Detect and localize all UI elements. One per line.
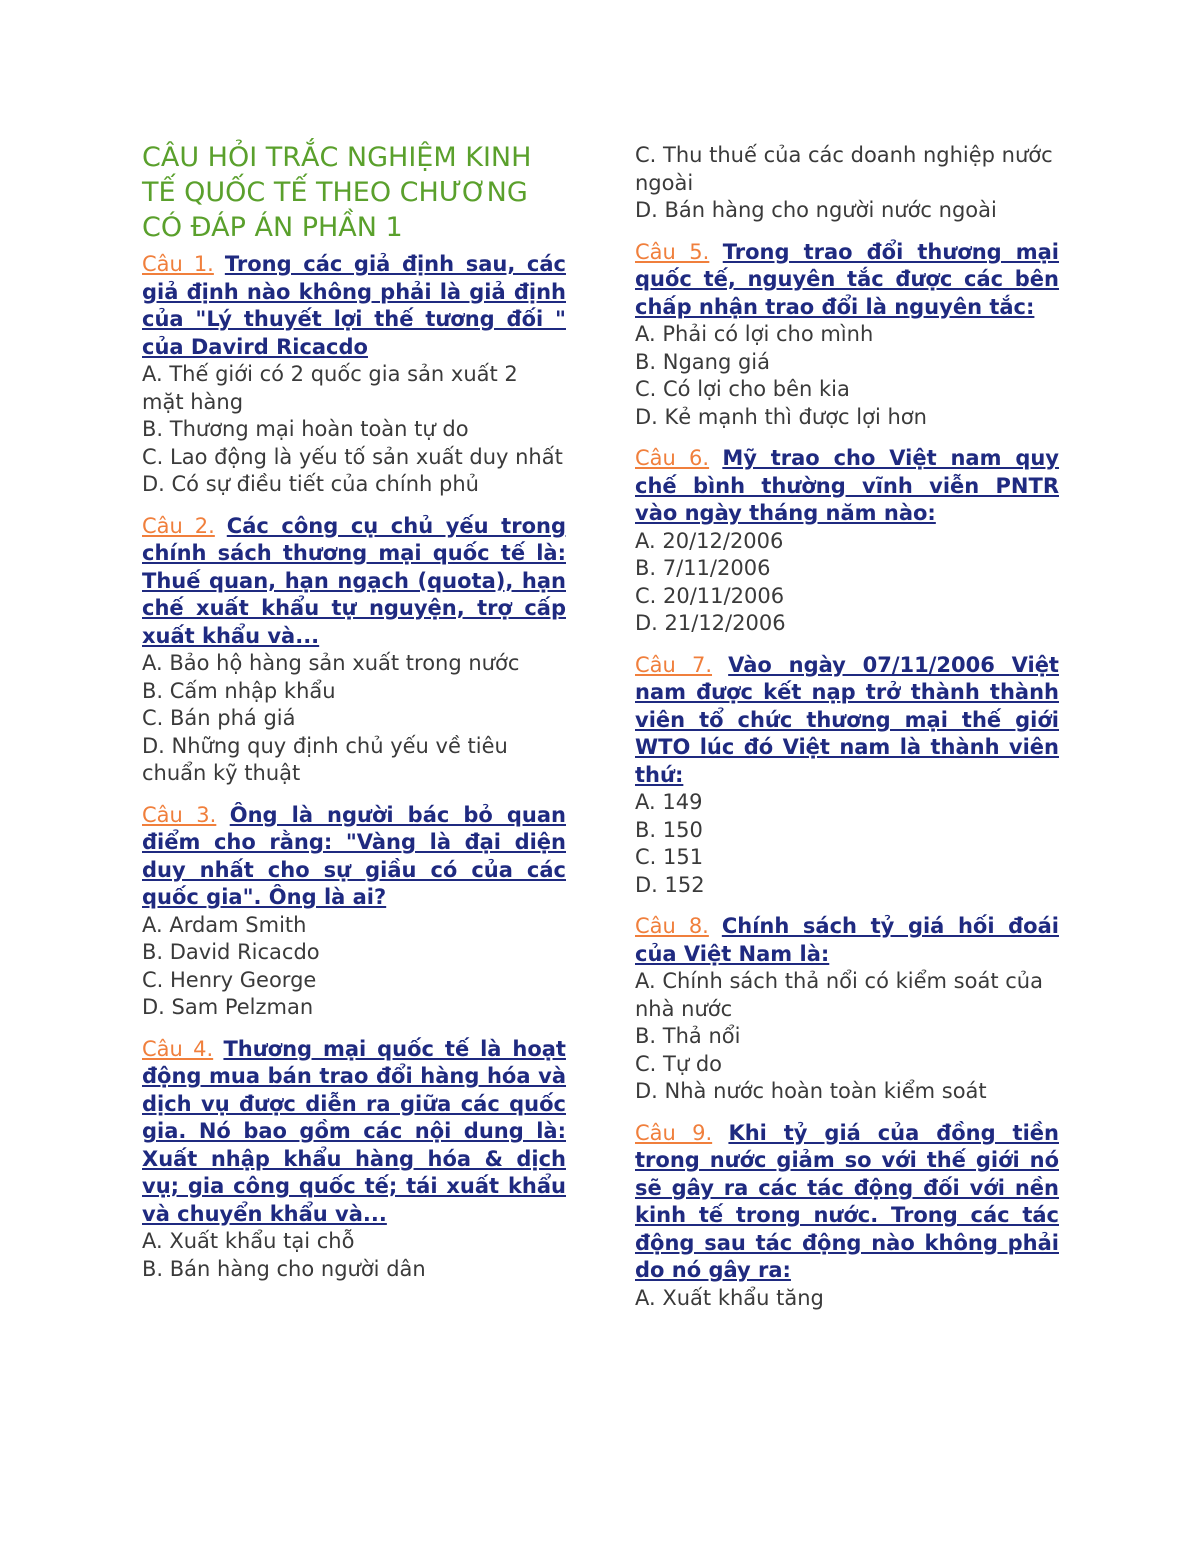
answer-option: A. Ardam Smith [142, 912, 307, 937]
question-heading [635, 1120, 1059, 1285]
answer-option: A. Bảo hộ hàng sản xuất trong nước [142, 651, 520, 675]
answer-option: C. 151 [635, 845, 704, 869]
answer-option: A. Xuất khẩu tăng [635, 1285, 824, 1310]
answer-option: D. Những quy định chủ yếu về tiêu chuẩn kỹ thuật [142, 733, 508, 785]
answer-option: B. Thả nổi [635, 1024, 741, 1048]
answer-option: A. Xuất khẩu tại chỗ [142, 1229, 355, 1253]
answer-option: A. 149 [635, 790, 703, 814]
answer-option: B. 150 [635, 817, 703, 842]
question-heading [635, 913, 1059, 968]
question-heading [142, 513, 566, 651]
answer-option: B. 7/11/2006 [635, 556, 771, 580]
question-number: Câu 6. [635, 446, 710, 470]
left-question-list [142, 251, 566, 1283]
answer-option: D. 21/12/2006 [635, 611, 786, 635]
continued-answers [635, 142, 1059, 225]
question-block [635, 652, 1059, 900]
question-block [635, 239, 1059, 432]
document-title: CÂU HỎI TRẮC NGHIỆM KINH TẾ QUỐC TẾ THEO CHƯƠNG CÓ ĐÁP ÁN PHẦN 1 [142, 142, 532, 243]
question-block [635, 913, 1059, 1106]
question-text: Các công cụ chủ yếu trong chính sách thương mại quốc tế là: Thuế quan, hạn ngạch (quota), hạn chế xuất khẩu tự nguyện, trợ cấp xuất khẩu và... [142, 513, 566, 648]
answer-option: C. Tự do [635, 1051, 723, 1076]
question-number: Câu 2. [142, 513, 215, 538]
answer-option: C. Có lợi cho bên kia [635, 377, 850, 401]
answer-option: B. David Ricacdo [142, 940, 320, 964]
question-number: Câu 9. [635, 1120, 713, 1145]
answer-option: C. Bán phá giá [142, 706, 296, 730]
question-number: Câu 5. [635, 239, 710, 264]
question-heading [635, 652, 1059, 790]
answer-option: C. Henry George [142, 967, 317, 992]
answer-option: A. Thế giới có 2 quốc gia sản xuất 2 mặt hàng [142, 362, 518, 414]
right-column [635, 142, 1059, 1326]
question-heading [635, 445, 1059, 528]
question-text: Trong trao đổi thương mại quốc tế, nguyên tắc được các bên chấp nhận trao đổi là nguyên tắc: [635, 239, 1059, 319]
question-block [142, 802, 566, 1022]
question-number: Câu 7. [635, 652, 713, 677]
answer-option: D. Kẻ mạnh thì được lợi hơn [635, 404, 927, 429]
question-block [142, 251, 566, 499]
answer-option: B. Bán hàng cho người dân [142, 1256, 426, 1281]
question-number: Câu 3. [142, 802, 217, 827]
question-block [142, 513, 566, 788]
answer-option: B. Cấm nhập khẩu [142, 678, 336, 703]
question-text: Mỹ trao cho Việt nam quy chế bình thường vĩnh viễn PNTR vào ngày tháng năm nào: [635, 446, 1059, 525]
answer-option: B. Ngang giá [635, 349, 771, 374]
question-block [142, 1036, 566, 1284]
answer-option: D. Có sự điều tiết của chính phủ [142, 472, 479, 496]
answer-option: D. Bán hàng cho người nước ngoài [635, 198, 997, 222]
answer-option: C. 20/11/2006 [635, 583, 785, 608]
answer-option: C. Lao động là yếu tố sản xuất duy nhất [142, 444, 563, 469]
answer-option: D. 152 [635, 872, 705, 897]
answer-option: C. Thu thuế của các doanh nghiệp nước ngoài [635, 143, 1053, 195]
question-number: Câu 8. [635, 914, 709, 938]
question-text: Chính sách tỷ giá hối đoái của Việt Nam là: [635, 914, 1059, 966]
answer-option: D. Sam Pelzman [142, 995, 314, 1019]
question-number: Câu 1. [142, 252, 214, 276]
question-text: Ông là người bác bỏ quan điểm cho rằng: "Vàng là đại diện duy nhất cho sự giầu có của các quốc gia". Ông là ai? [142, 802, 566, 909]
question-text: Vào ngày 07/11/2006 Việt nam được kết nạp trở thành thành viên tổ chức thương mại thế giới WTO lúc đó Việt nam là thành viên thứ: [635, 652, 1059, 787]
answer-option: A. Chính sách thả nổi có kiểm soát của nhà nước [635, 969, 1043, 1021]
question-text: Khi tỷ giá của đồng tiền trong nước giảm so với thế giới nó sẽ gây ra các tác động đối với nền kinh tế trong nước. Trong các tác động sau tác động nào không phải do nó gây ra: [635, 1120, 1059, 1282]
question-heading [142, 1036, 566, 1229]
question-block [635, 445, 1059, 638]
question-block [635, 1120, 1059, 1313]
answer-option: A. Phải có lợi cho mình [635, 322, 874, 346]
question-text: Trong các giả định sau, các giả định nào không phải là giả định của "Lý thuyết lợi thế tương đối " của Davird Ricacdo [142, 252, 566, 359]
left-column [142, 140, 566, 1297]
question-text: Thương mại quốc tế là hoạt động mua bán trao đổi hàng hóa và dịch vụ được diễn ra giữa các quốc gia. Nó bao gồm các nội dung là: Xuất nhập khẩu hàng hóa & dịch vụ; gia công quốc tế; tái xuất khẩu và chuyển khẩu và... [142, 1036, 566, 1226]
question-heading [142, 251, 566, 361]
question-number: Câu 4. [142, 1036, 214, 1061]
answer-option: D. Nhà nước hoàn toàn kiểm soát [635, 1079, 987, 1103]
answer-option: A. 20/12/2006 [635, 528, 784, 553]
answer-option: B. Thương mại hoàn toàn tự do [142, 417, 469, 441]
question-heading [142, 802, 566, 912]
question-heading [635, 239, 1059, 322]
right-question-list [635, 239, 1059, 1313]
